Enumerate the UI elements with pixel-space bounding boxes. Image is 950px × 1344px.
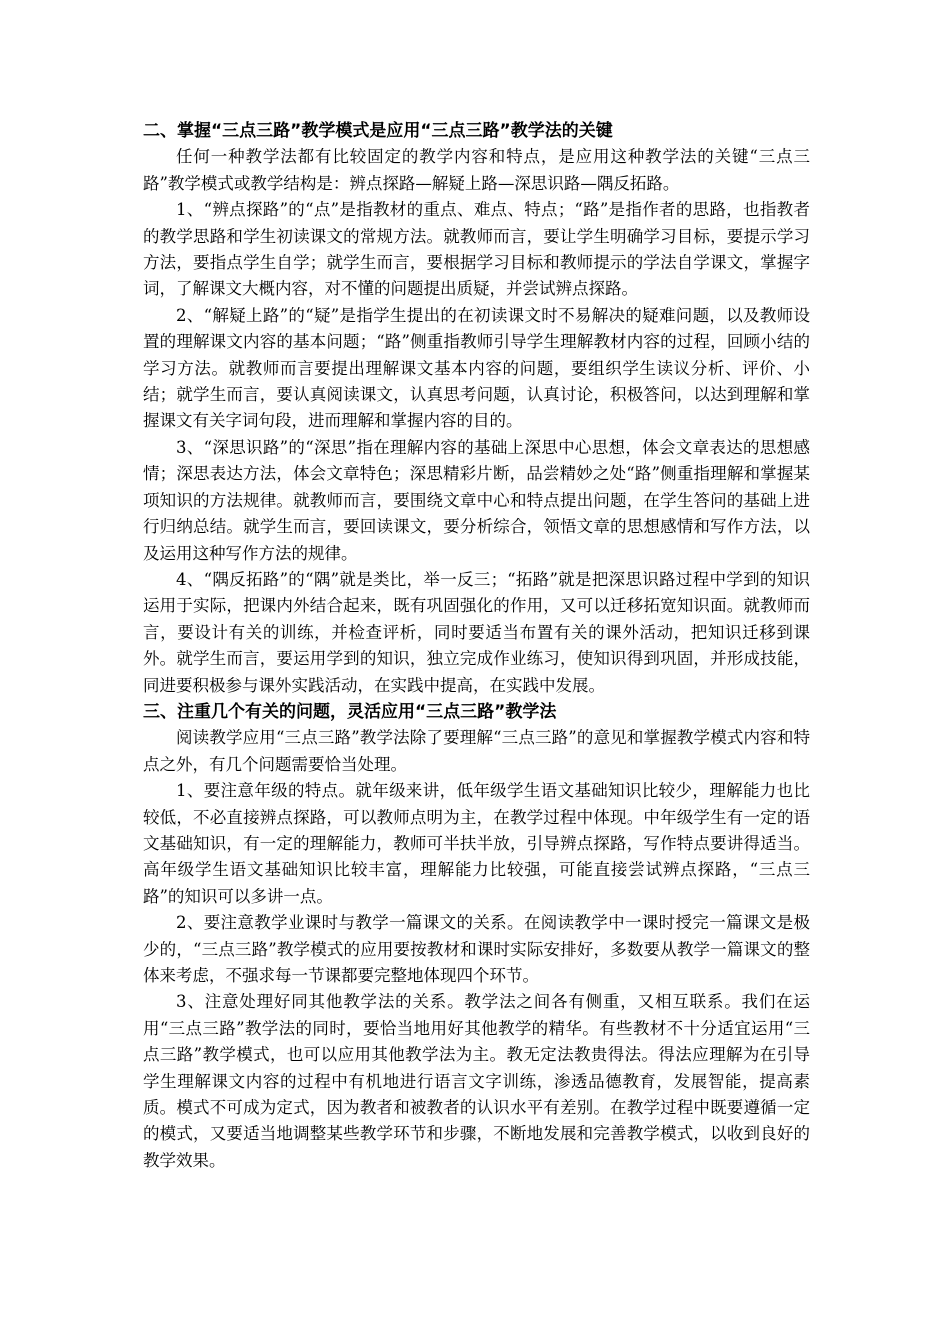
paragraph-point-2: 2、“解疑上路”的“疑”是指学生提出的在初读课文时不易解决的疑难问题，以及教师设置的理解课文内容的基本问题；“路”侧重指教师引导学生理解教材内容的过程，回顾小结的学习方法。就教师而言要提出理解课文基本内容的问题，要组织学生读议分析、评价、小结；就学生而言，要认真阅读课文，认真思考问题，认真讨论，积极答问，以达到理解和掌握课文有关字词句段，进而理解和掌握内容的目的。 bbox=[143, 305, 810, 431]
paragraph-point-4: 4、“隅反拓路”的“隅”就是类比，举一反三；“拓路”就是把深思识路过程中学到的知识运用于实际，把课内外结合起来，既有巩固强化的作用，又可以迁移拓宽知识面。就教师而言，要设计有关的训练，并检查评析，同时要适当布置有关的课外活动，把知识迁移到课外。就学生而言，要运用学到的知识，独立完成作业练习，使知识得到巩固，并形成技能，同进要积极参与课外实践活动，在实践中提高，在实践中发展。 bbox=[143, 569, 810, 695]
paragraph-issue-1: 1、要注意年级的特点。就年级来讲，低年级学生语文基础知识比较少，理解能力也比较低，不必直接辨点探路，可以教师点明为主，在教学过程中体现。中年级学生有一定的语文基础知识，有一定的理解能力，教师可半扶半放，引导辨点探路，写作特点要讲得适当。高年级学生语文基础知识比较丰富，理解能力比较强，可能直接尝试辨点探路，“三点三路”的知识可以多讲一点。 bbox=[143, 781, 810, 906]
paragraph-intro: 任何一种教学法都有比较固定的教学内容和特点，是应用这种教学法的关键“三点三路”教学模式或教学结构是：辨点探路—解疑上路—深思识路—隅反拓路。 bbox=[143, 147, 810, 193]
paragraph-point-1: 1、“辨点探路”的“点”是指教材的重点、难点、特点；“路”是指作者的思路，也指教者的教学思路和学生初读课文的常规方法。就教师而言，要让学生明确学习目标，要提示学习方法，要指点学生自学；就学生而言，要根据学习目标和教师提示的学法自学课文，掌握字词，了解课文大概内容，对不懂的问题提出质疑，并尝试辨点探路。 bbox=[143, 200, 810, 299]
section-heading-2: 二、掌握“三点三路”教学模式是应用“三点三路”教学法的关键 bbox=[143, 121, 613, 141]
paragraph-point-3: 3、“深思识路”的“深思”指在理解内容的基础上深思中心思想，体会文章表达的思想感情；深思表达方法，体会文章特色；深思精彩片断，品尝精妙之处“路”侧重指理解和掌握某项知识的方法规律。就教师而言，要围绕文章中心和特点提出问题，在学生答问的基础上进行归纳总结。就学生而言，要回读课文，要分析综合，领悟文章的思想感情和写作方法，以及运用这种写作方法的规律。 bbox=[143, 437, 810, 563]
document-page bbox=[143, 118, 810, 1174]
paragraph-issue-2: 2、要注意教学业课时与教学一篇课文的关系。在阅读教学中一课时授完一篇课文是极少的，“三点三路”教学模式的应用要按教材和课时实际安排好，多数要从教学一篇课文的整体来考虑，不强求每一节课都要完整地体现四个环节。 bbox=[143, 913, 810, 985]
section-heading-3: 三、注重几个有关的问题，灵活应用“三点三路”教学法 bbox=[143, 701, 557, 722]
paragraph-intro: 阅读教学应用“三点三路”教学法除了要理解“三点三路”的意见和掌握教学模式内容和特点之外，有几个问题需要恰当处理。 bbox=[143, 728, 810, 774]
paragraph-issue-3: 3、注意处理好同其他教学法的关系。教学法之间各有侧重，又相互联系。我们在运用“三点三路”教学法的同时，要恰当地用好其他教学的精华。有些教材不十分适宜运用“三点三路”教学模式，也可以应用其他教学法为主。教无定法教贵得法。得法应理解为在引导学生理解课文内容的过程中有机地进行语言文字训练，渗透品德教育，发展智能，提高素质。模式不可成为定式，因为教者和被教者的认识水平有差别。在教学过程中既要遵循一定的模式，又要适当地调整某些教学环节和步骤，不断地发展和完善教学模式，以收到良好的教学效果。 bbox=[143, 992, 810, 1170]
